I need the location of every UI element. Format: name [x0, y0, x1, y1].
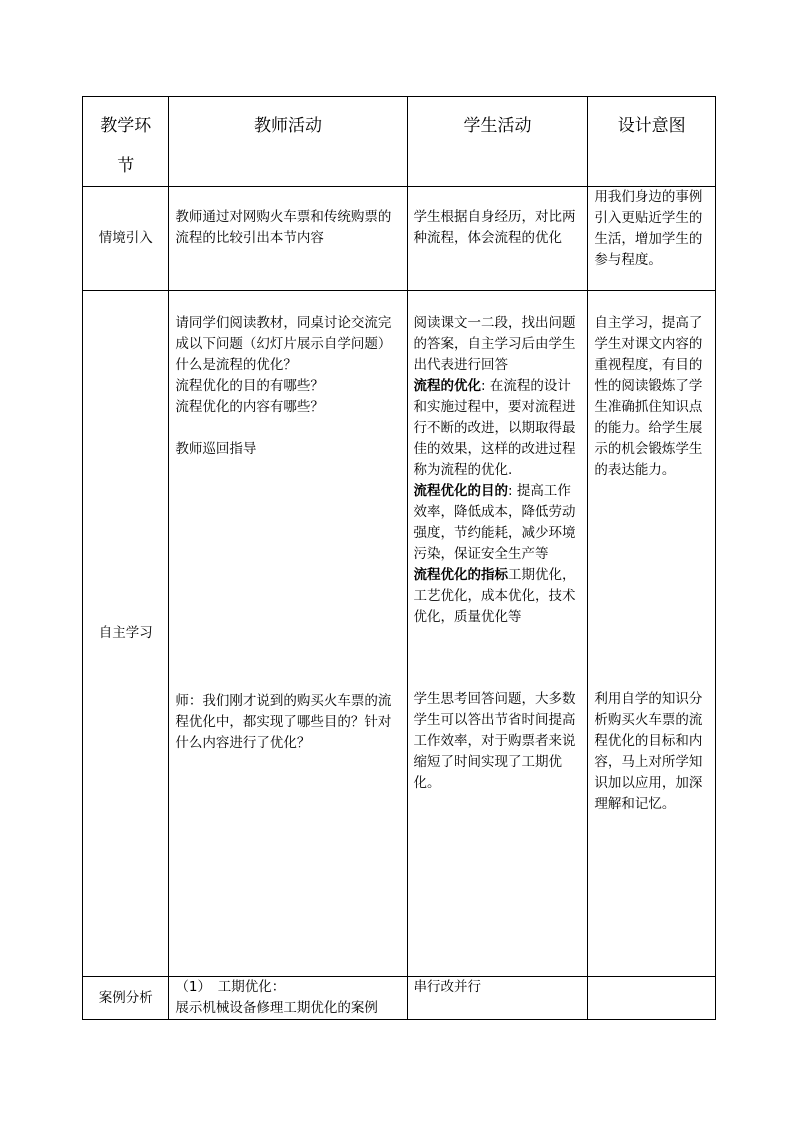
teacher-self-study	[169, 291, 407, 977]
question-1: 什么是流程的优化？	[175, 357, 297, 373]
student-reading: 阅读课文一二段，找出问题的答案，自主学习后由学生出代表进行回答	[413, 315, 576, 373]
header-stage	[83, 97, 169, 187]
row-self-study	[83, 291, 716, 977]
row-case	[83, 977, 716, 1020]
teacher-case	[169, 977, 407, 1020]
purpose: 流程优化的目的: 提高工作效率，降低成本，降低劳动强度，节约能耗，减少环境污染，保证安全生产等	[413, 483, 576, 562]
teacher-intro: 教师通过对网购火车票和传统购票的流程的比较引出本节内容	[169, 187, 407, 291]
case-item: （1） 工期优化：	[175, 979, 286, 995]
case-description: 展示机械设备修理工期优化的案例	[175, 1000, 378, 1016]
header-teacher: 教师活动	[169, 97, 407, 187]
student-case: 串行改并行	[407, 977, 588, 1020]
header-intent: 设计意图	[588, 97, 716, 187]
question-3: 流程优化的内容有哪些？	[175, 399, 324, 415]
header-student: 学生活动	[407, 97, 588, 187]
teacher-instruction: 请同学们阅读教材，同桌讨论交流完成以下问题（幻灯片展示自学问题）	[175, 315, 392, 352]
definition: 流程的优化: 在流程的设计和实施过程中，要对流程进行不断的改进，以期取得最佳的效果，这样的改进过程称为流程的优化.	[413, 378, 576, 478]
stage-intro: 情境引入	[83, 187, 169, 291]
indicators: 流程优化的指标工期优化，工艺优化，成本优化，技术优化，质量优化等	[413, 567, 576, 625]
lesson-plan-table	[82, 96, 716, 1020]
intent-case	[588, 977, 716, 1020]
row-intro	[83, 187, 716, 291]
intent-self-study	[588, 291, 716, 977]
header-stage-line2: 节	[117, 156, 135, 176]
intent-bottom: 利用自学的知识分析购买火车票的流程优化的目标和内容，马上对所学知识加以应用，加深理解和记忆。	[594, 691, 703, 812]
student-answer: 学生思考回答问题，大多数学生可以答出节省时间提高工作效率，对于购票者来说缩短了时间实现了工期优化。	[413, 691, 576, 791]
intent-intro: 用我们身边的事例引入更贴近学生的生活，增加学生的参与程度。	[588, 187, 716, 291]
question-2: 流程优化的目的有哪些？	[175, 378, 324, 394]
student-self-study	[407, 291, 588, 977]
stage-self-study: 自主学习	[83, 291, 169, 977]
intent-top: 自主学习，提高了学生对课文内容的重视程度，有目的性的阅读锻炼了学生准确抓住知识点的能力。给学生展示的机会锻炼学生的表达能力。	[594, 315, 703, 478]
teacher-guide: 教师巡回指导	[175, 441, 257, 457]
student-intro: 学生根据自身经历，对比两种流程，体会流程的优化	[407, 187, 588, 291]
header-row	[83, 97, 716, 187]
teacher-question: 师：我们刚才说到的购买火车票的流程优化中，都实现了哪些目的？针对什么内容进行了优化？	[175, 693, 392, 751]
stage-case: 案例分析	[83, 977, 169, 1020]
header-stage-line1: 教学环	[100, 116, 152, 136]
